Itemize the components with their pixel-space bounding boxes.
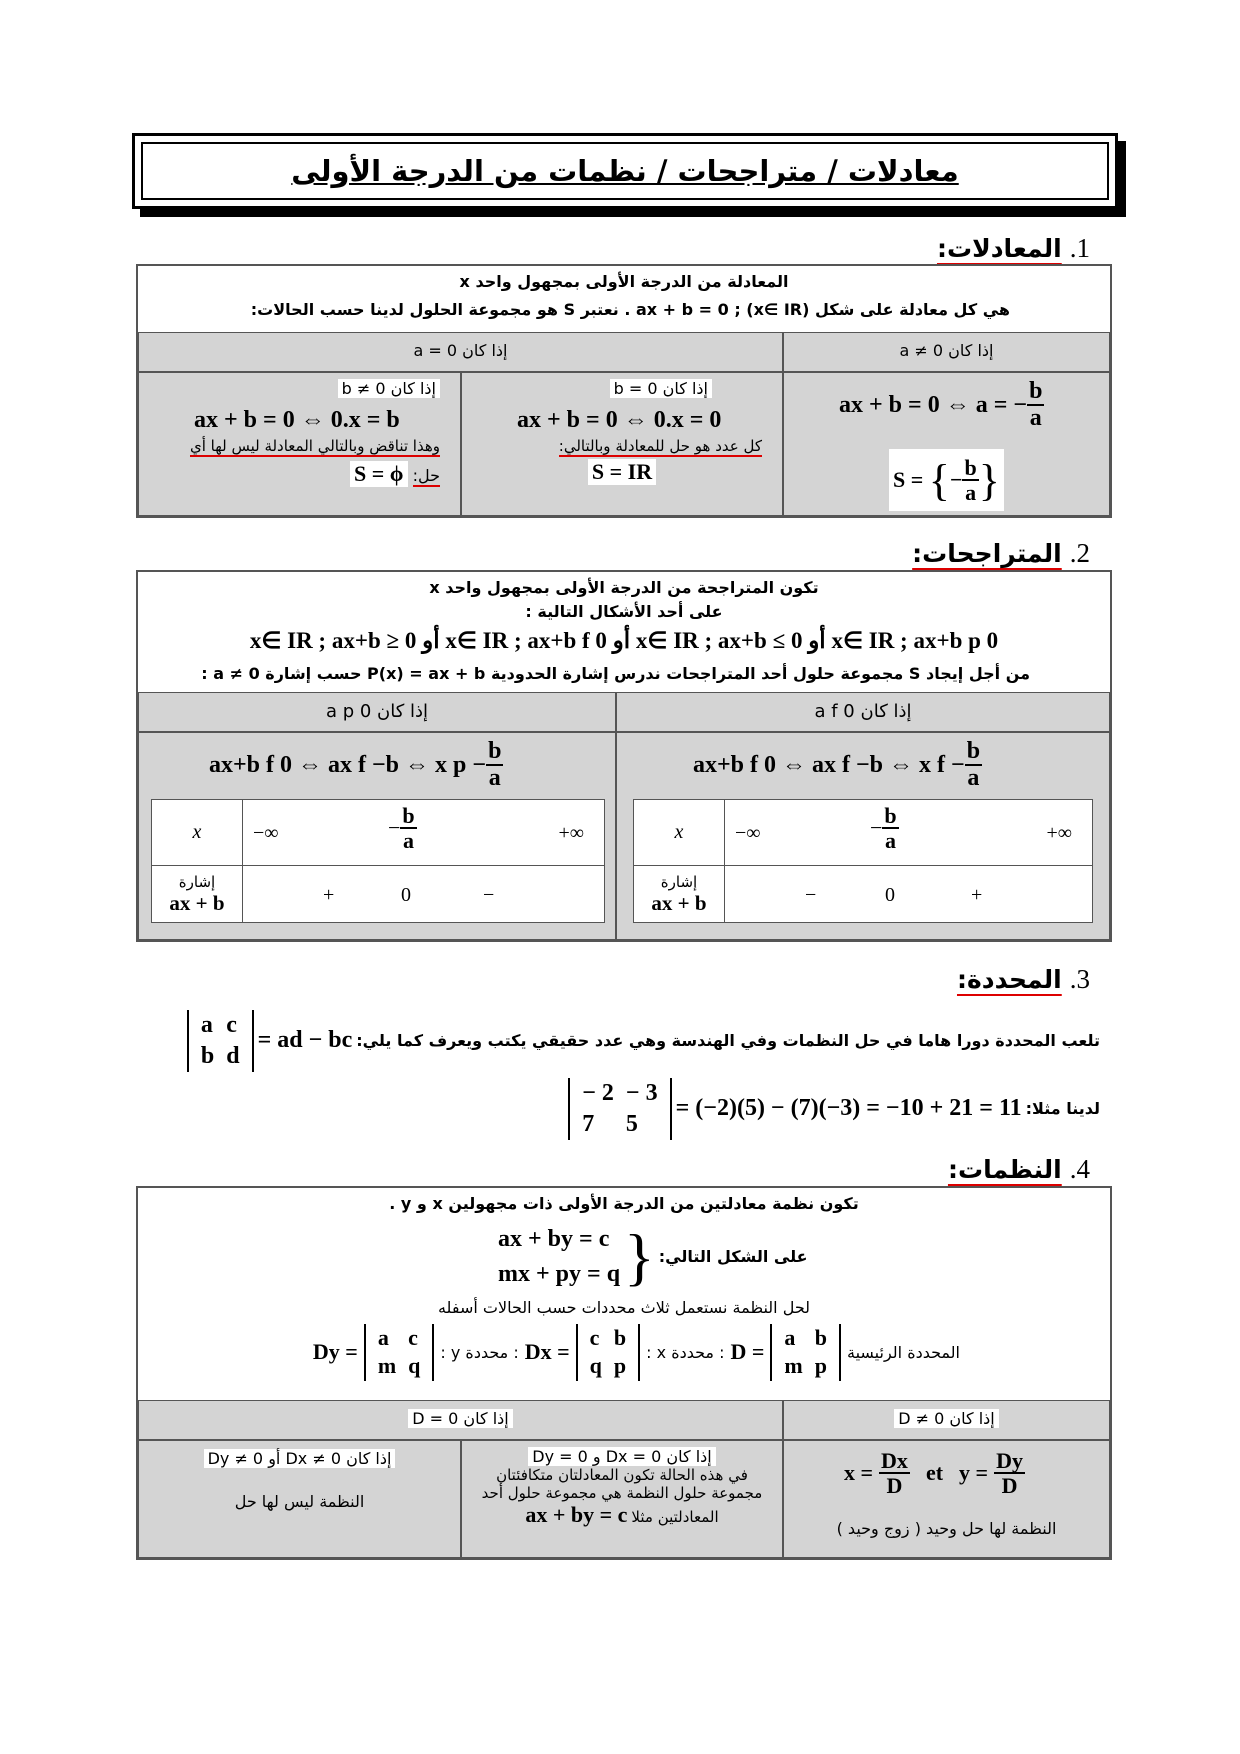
case-D-nonzero: إذا كان D ≠ 0	[783, 1400, 1110, 1440]
page-title: معادلات / متراجحات / نظمات من الدرجة الأولى	[291, 154, 959, 188]
sign-table-positive: x −∞ − $\frac{b}{a}$ +∞ إشارة ax + b − 0 +	[633, 799, 1093, 923]
case-a-positive: إذا كان a f 0	[616, 692, 1110, 732]
section-heading-systems: 4. النظمات:	[947, 1154, 1090, 1184]
determinant-definition: تلعب المحددة دورا هاما في حل النظمات وفي الهندسة وهي عدد حقيقي يكتب ويعرف كما يلي: a c b d = ad − bc	[187, 1010, 1100, 1072]
col-b-nonzero: إذا كان b ≠ 0 ax + b = 0 ⇔ 0.x = b وهذا تناقض وبالتالي المعادلة ليس لها أي حل: S = ϕ	[138, 372, 461, 516]
case-a-negative: إذا كان a p 0	[138, 692, 616, 732]
system-determinants: المحددة الرئيسية D = a b m p : محددة x : Dx = c b q p : محددة y : Dy = a c m q	[313, 1324, 960, 1381]
col-a-negative: ax+b f 0 ⇔ ax f −b ⇔ x p − $\frac{b}{a}$ x −∞ − $\frac{b}{a}$ +∞ إشارة ax + b + 0 −	[138, 732, 616, 940]
col-infinite-solutions: إذا كان Dx = 0 و Dy = 0 في هذه الحالة تكون المعادلتان متكافئتان مجموعة حلول النظمة هي مجموعة حلول أحد المعادلتين مثلا ax + by = c	[461, 1440, 783, 1558]
section-heading-inequalities: 2. المتراجحات:	[912, 538, 1090, 568]
col-no-solution: إذا كان Dx ≠ 0 أو Dy ≠ 0 النظمة ليس لها حل	[138, 1440, 461, 1558]
systems-intro-3: لحل النظمة نستعمل ثلاث محددات حسب الحالات أسفله	[437, 1298, 811, 1317]
sign-table-negative: x −∞ − $\frac{b}{a}$ +∞ إشارة ax + b + 0 −	[151, 799, 605, 923]
title-frame	[132, 133, 1118, 209]
system-form: على الشكل التالي: { ax + by = c mx + py = q	[498, 1220, 808, 1292]
ineq-forms: x∈ IR ; ax+b p 0 أو x∈ IR ; ax+b ≤ 0 أو x∈ IR ; ax+b f 0 أو x∈ IR ; ax+b ≥ 0	[249, 628, 999, 653]
ineq-intro-3: من أجل إيجاد S مجموعة حلول أحد المتراجحات ندرس إشارة الحدودية P(x) = ax + b حسب إشارة a ≠ 0 :	[201, 664, 1030, 683]
col-b-zero: إذا كان b = 0 ax + b = 0 ⇔ 0.x = 0 كل عدد هو حل للمعادلة وبالتالي: S = IR	[461, 372, 783, 516]
section-heading-determinant: 3. المحددة:	[956, 964, 1090, 994]
case-D-zero: إذا كان D = 0	[138, 1400, 783, 1440]
systems-intro-1: تكون نظمة معادلتين من الدرجة الأولى ذات مجهولين x و y .	[389, 1194, 859, 1213]
ineq-intro-2: على أحد الأشكال التالية :	[525, 602, 723, 621]
systems-box	[136, 1186, 1112, 1560]
inequalities-box	[136, 570, 1112, 942]
col-a-positive: ax+b f 0 ⇔ ax f −b ⇔ x f − $\frac{b}{a}$ x −∞ − $\frac{b}{a}$ +∞ إشارة ax + b − 0 +	[616, 732, 1110, 940]
ineq-intro-1: تكون المتراجحة من الدرجة الأولى بمجهول واحد x	[429, 578, 819, 597]
determinant-example: لدينا مثلا: − 2 − 3 7 5 = (−2)(5) − (7)(−3) = −10 + 21 = 11	[568, 1078, 1100, 1140]
col-unique-solution: x = $\frac{Dx}{D}$ et y = $\frac{Dy}{D}$ النظمة لها حل وحيد ( زوج وحيد )	[783, 1440, 1110, 1558]
case-a-zero: إذا كان a = 0	[138, 332, 783, 372]
section-heading-equations: 1. المعادلات:	[936, 233, 1090, 263]
equations-box	[136, 264, 1112, 518]
equations-intro-1: المعادلة من الدرجة الأولى بمجهول واحد x	[459, 272, 789, 291]
col-a-nonzero: ax + b = 0 ⇔ a = − $\frac{b}{a}$ S = { − $\frac{b}{a}$ }	[783, 372, 1110, 516]
equations-intro-2: هي كل معادلة على شكل ax + b = 0 ; (x∈ IR) . نعتبر S هو مجموعة الحلول لدينا حسب الحالات:	[250, 300, 1010, 319]
case-a-nonzero: إذا كان a ≠ 0	[783, 332, 1110, 372]
